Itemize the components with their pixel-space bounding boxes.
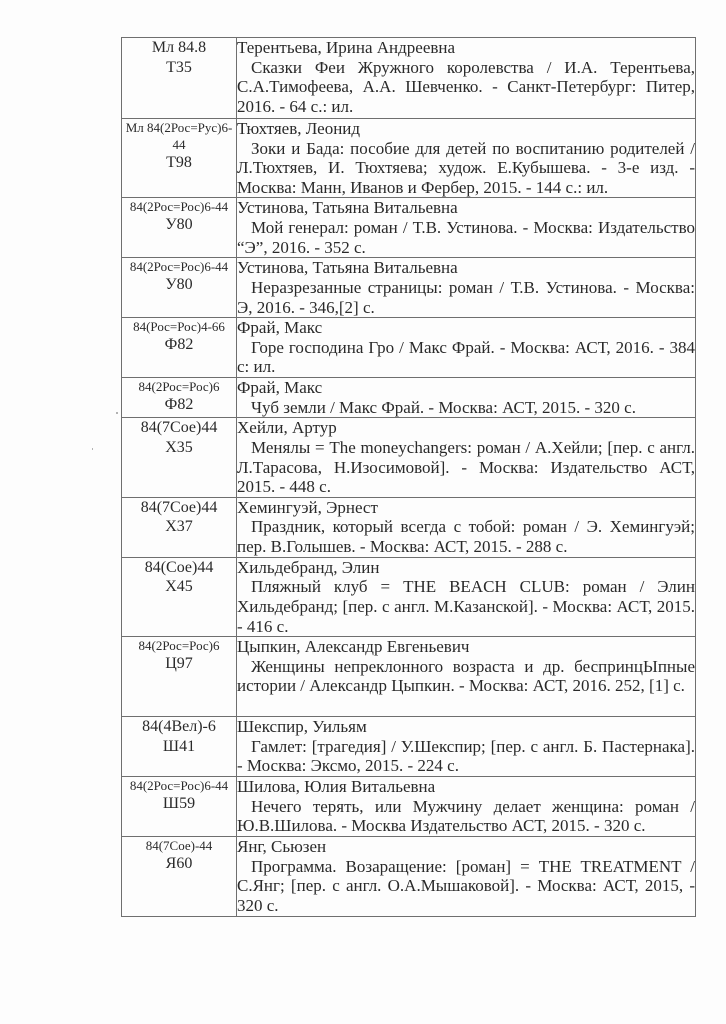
entry-cell xyxy=(237,637,696,717)
classification-cell xyxy=(122,497,237,557)
entry-author: Хейли, Артур xyxy=(237,418,337,438)
author-mark: Ш59 xyxy=(162,795,196,813)
entry-description: Неразрезанные страницы: роман / Т.В. Устинова. - Москва: Э, 2016. - 346,[2] с. xyxy=(237,277,695,317)
classification-cell xyxy=(122,837,237,917)
table-row xyxy=(122,557,696,636)
classification-cell xyxy=(122,378,237,418)
entry-author: Фрай, Макс xyxy=(237,318,323,338)
table-row xyxy=(122,119,696,198)
table-row xyxy=(122,318,696,378)
entry-author: Хильдебранд, Элин xyxy=(237,557,380,577)
entry-cell xyxy=(237,318,696,378)
entry-author: Устинова, Татьяна Витальевна xyxy=(237,258,458,278)
entry-cell xyxy=(237,258,696,318)
classification-cell xyxy=(122,38,237,119)
classification-cell xyxy=(122,119,237,198)
bbk-code: 84(7Сое)-44 xyxy=(145,838,213,854)
catalog-body xyxy=(122,38,696,917)
classification-cell xyxy=(122,557,237,636)
table-row xyxy=(122,198,696,258)
entry-author: Янг, Сьюзен xyxy=(237,837,327,857)
table-row xyxy=(122,717,696,777)
author-mark: Ф82 xyxy=(164,336,194,354)
entry-cell xyxy=(237,557,696,636)
bbk-code: Мл 84(2Рос=Рус)6-44 xyxy=(125,120,233,152)
classification-cell xyxy=(122,318,237,378)
table-row xyxy=(122,258,696,318)
entry-author: Хемингуэй, Эрнест xyxy=(237,497,378,517)
table-row xyxy=(122,418,696,497)
entry-author: Терентьева, Ирина Андреевна xyxy=(237,38,456,57)
author-mark: У80 xyxy=(165,216,193,234)
entry-description: Пляжный клуб = THE BEACH CLUB: роман / Элин Хильдебранд; [пер. с англ. М.Казанской]. - Москва: АСТ, 2015. - 416 с. xyxy=(237,577,695,636)
bbk-code: Мл 84.8 xyxy=(151,39,207,56)
table-row xyxy=(122,637,696,717)
classification-cell xyxy=(122,717,237,777)
table-row xyxy=(122,38,696,119)
bbk-code: 84(Сое)44 xyxy=(144,558,214,576)
classification-cell xyxy=(122,777,237,837)
entry-cell xyxy=(237,418,696,497)
entry-description: Мой генерал: роман / Т.В. Устинова. - Москва: Издательство “Э”, 2016. - 352 с. xyxy=(237,217,695,257)
author-mark: Х37 xyxy=(165,518,193,536)
entry-description: Горе господина Гро / Макс Фрай. - Москва: АСТ, 2016. - 384 с: ил. xyxy=(237,337,695,377)
entry-author: Тюхтяев, Леонид xyxy=(237,119,361,138)
table-row xyxy=(122,497,696,557)
author-mark: Я60 xyxy=(165,855,193,873)
entry-cell xyxy=(237,777,696,837)
entry-description: Чуб земли / Макс Фрай. - Москва: АСТ, 2015. - 320 с. xyxy=(251,397,636,417)
classification-cell xyxy=(122,418,237,497)
catalog-table xyxy=(121,37,696,917)
entry-description: Зоки и Бада: пособие для детей по воспитанию родителей / Л.Тюхтяев, И. Тюхтяева; худож. Е.Кубышева. - 3-е изд. - Москва: Манн, Иванов и Фербер, 2015. - 144 с.: ил. xyxy=(237,138,695,197)
scan-speck xyxy=(92,448,93,450)
entry-author: Фрай, Макс xyxy=(237,378,323,398)
bbk-code: 84(2Рос=Рос)6 xyxy=(138,638,220,654)
author-mark: Ц97 xyxy=(165,655,193,673)
entry-description: Менялы = The moneychangers: роман / А.Хейли; [пер. с англ. Л.Тарасова, Н.Изосимовой]. - Москва: Издательство АСТ, 2015. - 448 с. xyxy=(237,437,695,497)
classification-cell xyxy=(122,198,237,258)
entry-description: Женщины непреклонного возраста и др. беспринцЫпные истории / Александр Цыпкин. - Москва: АСТ, 2016. 252, [1] с. xyxy=(237,656,695,696)
author-mark: У80 xyxy=(165,276,193,294)
table-row xyxy=(122,777,696,837)
entry-description: Гамлет: [трагедия] / У.Шекспир; [пер. с англ. Б. Пастернака]. - Москва: Эксмо, 2015. - 224 с. xyxy=(237,736,695,776)
entry-cell xyxy=(237,717,696,777)
bbk-code: 84(Рос=Рос)4-66 xyxy=(133,319,225,335)
author-mark: Т98 xyxy=(166,154,192,171)
entry-author: Шилова, Юлия Витальевна xyxy=(237,777,436,797)
entry-author: Цыпкин, Александр Евгеньевич xyxy=(237,637,470,657)
author-mark: Ш41 xyxy=(162,737,196,755)
bbk-code: 84(2Рос=Рос)6 xyxy=(138,379,220,395)
bbk-code: 84(7Сое)44 xyxy=(140,419,218,437)
entry-author: Устинова, Татьяна Витальевна xyxy=(237,198,458,218)
entry-description: Сказки Феи Жружного королевства / И.А. Терентьева, С.А.Тимофеева, А.А. Шевченко. - Санкт-Петербург: Питер, 2016. - 64 с.: ил. xyxy=(237,57,695,116)
scan-speck xyxy=(116,412,118,414)
bbk-code: 84(2Рос=Рос)6-44 xyxy=(129,778,229,794)
author-mark: Х45 xyxy=(165,578,193,596)
entry-cell xyxy=(237,837,696,917)
author-mark: Х35 xyxy=(165,438,193,456)
bbk-code: 84(2Рос=Рос)6-44 xyxy=(129,199,229,215)
entry-description: Программа. Возаращение: [роман] = THE TREATMENT / С.Янг; [пер. с англ. О.А.Мышаковой]. - Москва: АСТ, 2015, - 320 с. xyxy=(237,856,695,915)
entry-description: Праздник, который всегда с тобой: роман / Э. Хемингуэй; пер. В.Голышев. - Москва: АСТ, 2015. - 288 с. xyxy=(237,517,695,556)
bbk-code: 84(4Вел)-6 xyxy=(142,718,216,736)
entry-cell xyxy=(237,497,696,557)
bbk-code: 84(7Сое)44 xyxy=(140,498,218,516)
entry-cell xyxy=(237,378,696,418)
classification-cell xyxy=(122,258,237,318)
table-row xyxy=(122,378,696,418)
table-row xyxy=(122,837,696,917)
author-mark: Т35 xyxy=(166,58,192,76)
author-mark: Ф82 xyxy=(164,396,194,414)
entry-author: Шекспир, Уильям xyxy=(237,717,367,737)
classification-cell xyxy=(122,637,237,717)
bbk-code: 84(2Рос=Рос)6-44 xyxy=(129,259,229,275)
entry-cell xyxy=(237,119,696,198)
entry-cell xyxy=(237,198,696,258)
entry-cell xyxy=(237,38,696,119)
entry-description: Нечего терять, или Мужчину делает женщина: роман / Ю.В.Шилова. - Москва Издательство АСТ, 2015. - 320 с. xyxy=(237,796,695,836)
